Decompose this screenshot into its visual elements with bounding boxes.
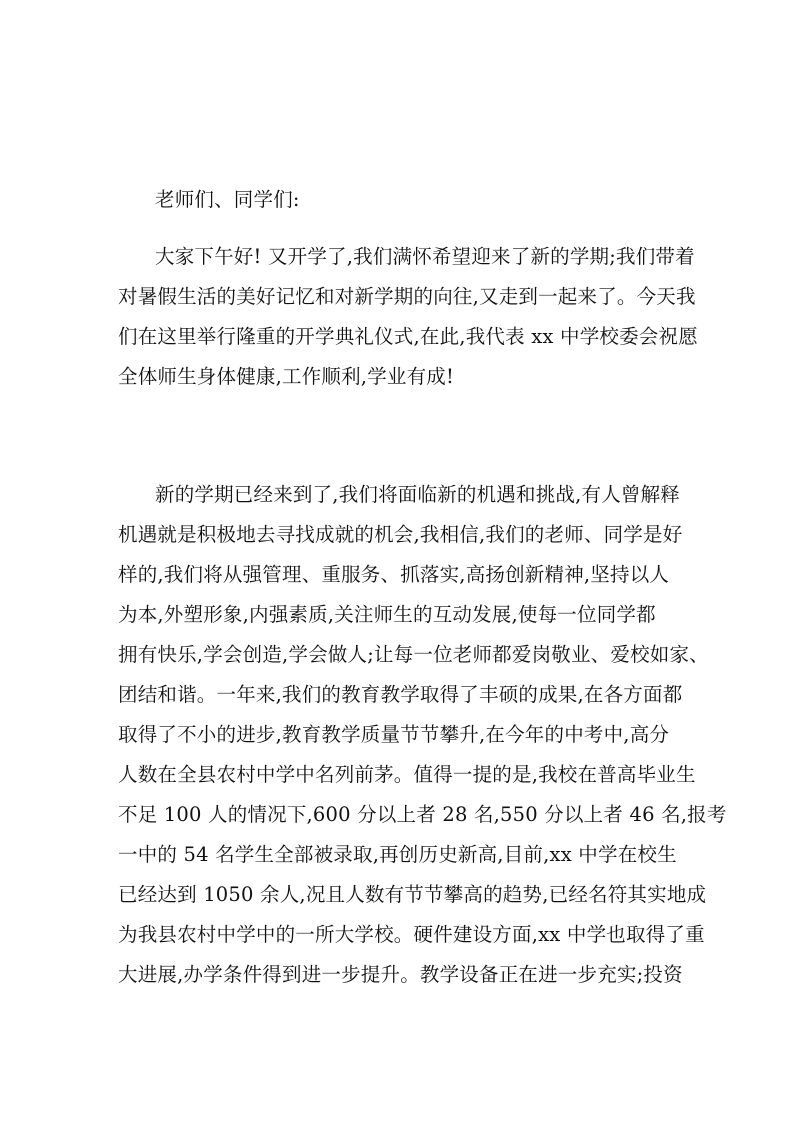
paragraph-line: 为我县农村中学中的一所大学校。硬件建设方面,xx 中学也取得了重 — [118, 923, 705, 946]
paragraph-line: 们在这里举行隆重的开学典礼仪式,在此,我代表 xx 中学校委会祝愿 — [118, 325, 698, 348]
paragraph-line: 取得了不小的进步,教育教学质量节节攀升,在今年的中考中,高分 — [118, 723, 670, 746]
paragraph-line: 为本,外塑形象,内强素质,关注师生的互动发展,使每一位同学都 — [118, 603, 656, 626]
paragraph-line: 已经达到 1050 余人,况且人数有节节攀高的趋势,已经名符其实地成 — [118, 883, 707, 906]
paragraph-line: 大家下午好! 又开学了,我们满怀希望迎来了新的学期;我们带着 — [155, 245, 695, 268]
paragraph-line: 团结和谐。一年来,我们的教育教学取得了丰硕的成果,在各方面都 — [118, 683, 683, 706]
paragraph-line: 拥有快乐,学会创造,学会做人;让每一位老师都爱岗敬业、爱校如家、 — [118, 643, 709, 666]
paragraph-line: 新的学期已经来到了,我们将面临新的机遇和挑战,有人曾解释 — [155, 483, 680, 506]
paragraph-line: 大进展,办学条件得到进一步提升。教学设备正在进一步充实;投资 — [118, 963, 683, 986]
paragraph-line: 对暑假生活的美好记忆和对新学期的向往,又走到一起来了。今天我 — [118, 285, 696, 308]
paragraph-line: 全体师生身体健康,工作顺利,学业有成! — [118, 365, 455, 388]
paragraph-line: 机遇就是积极地去寻找成就的机会,我相信,我们的老师、同学是好 — [118, 523, 683, 546]
paragraph-line: 一中的 54 名学生全部被录取,再创历史新高,目前,xx 中学在校生 — [118, 843, 677, 866]
salutation: 老师们、同学们: — [155, 188, 300, 211]
paragraph-line: 样的,我们将从强管理、重服务、抓落实,高扬创新精神,坚持以人 — [118, 563, 670, 586]
paragraph-line: 不足 100 人的情况下,600 分以上者 28 名,550 分以上者 46 名,报考 — [118, 803, 727, 826]
paragraph-line: 人数在全县农村中学中名列前茅。值得一提的是,我校在普高毕业生 — [118, 763, 696, 786]
